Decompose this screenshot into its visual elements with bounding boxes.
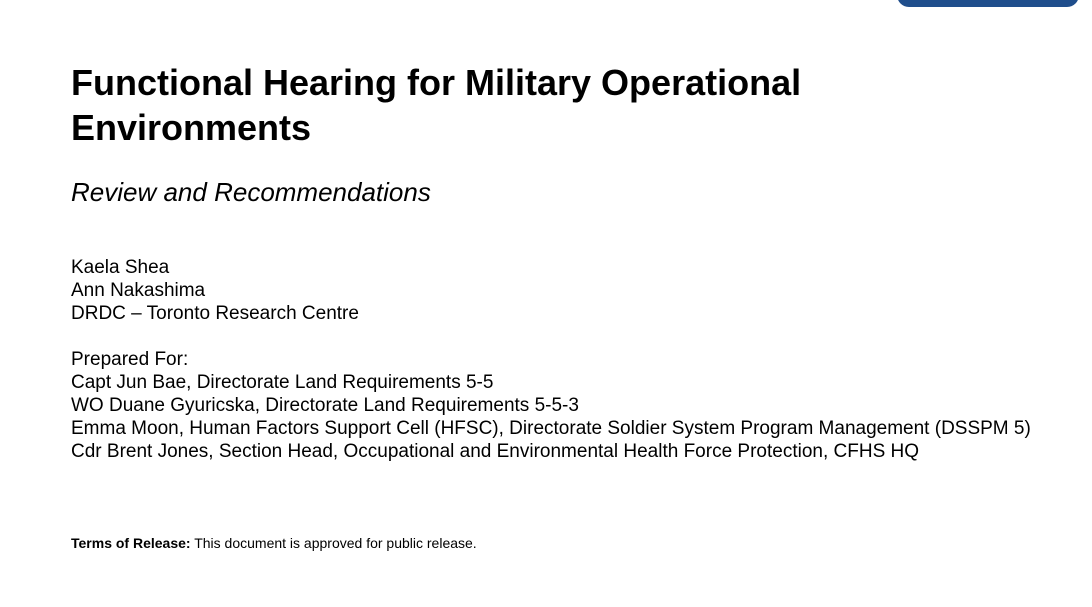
prepared-for-block <box>71 348 1031 463</box>
recipient-line: Emma Moon, Human Factors Support Cell (HFSC), Directorate Soldier System Program Management (DSSPM 5) <box>71 418 1031 439</box>
recipient-line: WO Duane Gyuricska, Directorate Land Requirements 5-5-3 <box>71 395 579 416</box>
prepared-for-heading: Prepared For: <box>71 349 189 370</box>
recipient-line: Capt Jun Bae, Directorate Land Requirements 5-5 <box>71 372 494 393</box>
terms-of-release <box>71 535 477 552</box>
terms-of-release-label: Terms of Release: <box>71 535 191 551</box>
author-name: Ann Nakashima <box>71 280 206 301</box>
corner-tab-decoration <box>897 0 1079 7</box>
author-affiliation: DRDC – Toronto Research Centre <box>71 303 359 324</box>
terms-of-release-text: This document is approved for public release. <box>190 535 477 551</box>
document-title: Functional Hearing for Military Operational Environments <box>71 62 802 148</box>
author-block <box>71 256 359 325</box>
author-name: Kaela Shea <box>71 257 170 278</box>
document-subtitle: Review and Recommendations <box>71 177 431 207</box>
recipient-line: Cdr Brent Jones, Section Head, Occupational and Environmental Health Force Protection, CFHS HQ <box>71 441 920 462</box>
